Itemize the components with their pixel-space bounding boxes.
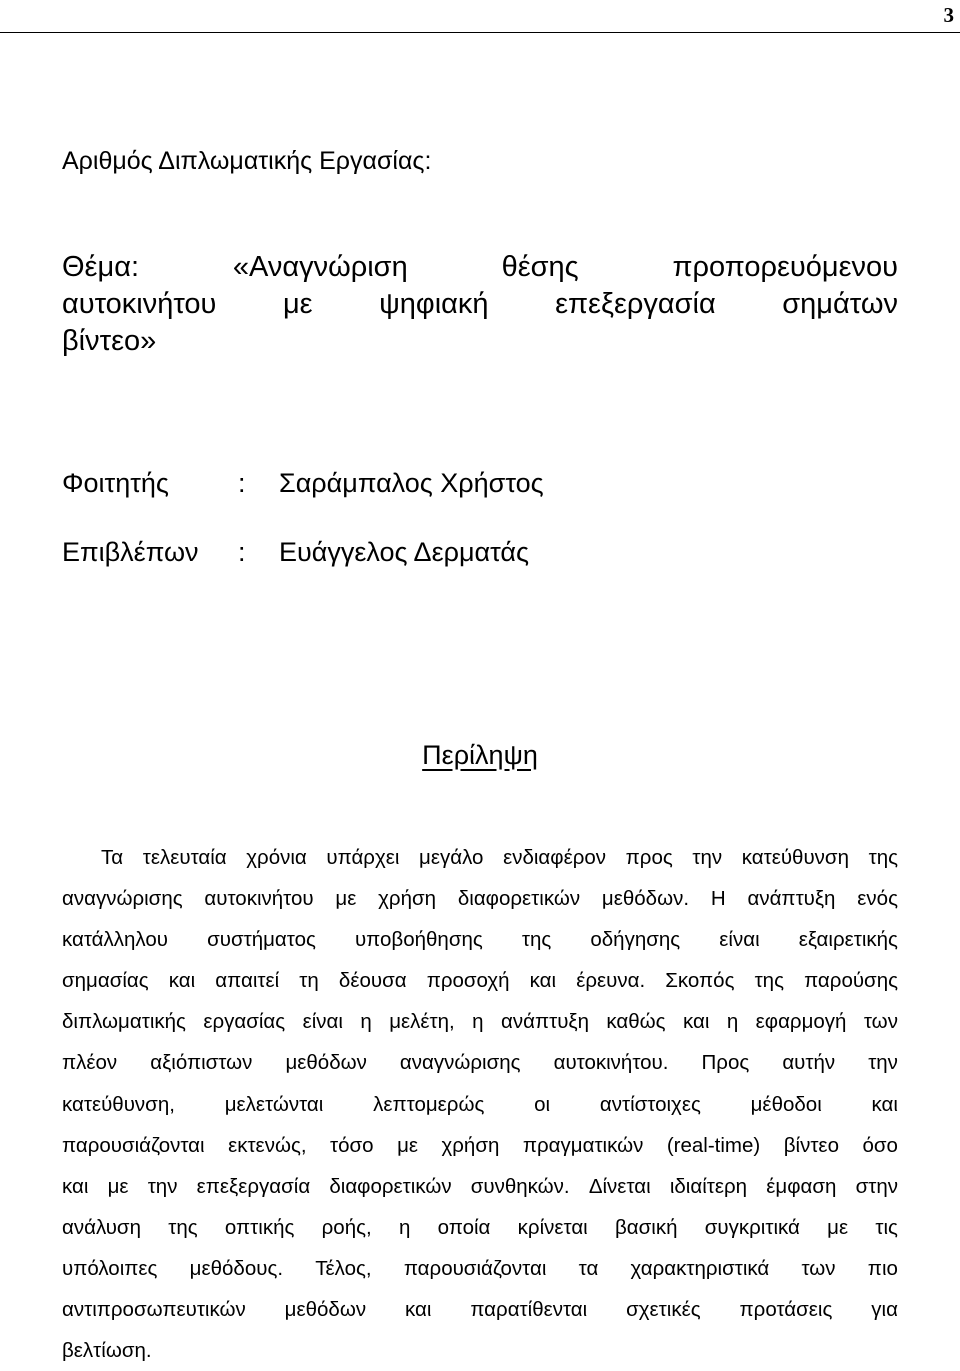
abstract-word: ροής,: [321, 1215, 372, 1239]
abstract-word: σχετικές: [626, 1298, 701, 1322]
abstract-word: μεθόδων.: [601, 887, 690, 911]
abstract-word: οι: [534, 1092, 551, 1116]
topic-word: βίντεο»: [62, 325, 157, 357]
topic-line: [62, 323, 898, 360]
abstract-word: την: [692, 846, 723, 869]
abstract-line: [62, 1001, 898, 1042]
abstract-word: κρίνεται: [517, 1215, 588, 1239]
abstract-word: τις: [875, 1215, 898, 1239]
abstract-title: Περίληψη: [422, 740, 538, 770]
abstract-word: αντίστοιχες: [599, 1092, 701, 1116]
abstract-word: αυτήν: [782, 1051, 836, 1075]
abstract-line: [62, 1084, 898, 1125]
abstract-word: προς: [625, 846, 673, 869]
abstract-word: αναγνώρισης: [62, 887, 183, 911]
abstract-word: όσο: [862, 1133, 898, 1157]
abstract-word: μελέτη,: [389, 1010, 455, 1034]
thesis-topic: [62, 249, 898, 360]
abstract-word: δέουσα: [338, 969, 407, 993]
abstract-word: της: [754, 969, 784, 993]
abstract-word: και: [682, 1010, 710, 1034]
abstract-word: μεθόδων: [285, 1051, 367, 1075]
abstract-line: [62, 1248, 898, 1289]
abstract-word: ανάπτυξη: [501, 1010, 589, 1034]
abstract-word: προσοχή: [426, 969, 510, 993]
topic-word: ψηφιακή: [379, 288, 489, 320]
abstract-word: η: [472, 1010, 484, 1034]
abstract-word: κατάλληλου: [62, 928, 168, 952]
topic-word: θέσης: [501, 251, 579, 283]
abstract-word: με: [827, 1215, 849, 1239]
abstract-line: [62, 1042, 898, 1083]
abstract-word: των: [863, 1010, 898, 1034]
topic-word: Θέμα:: [62, 251, 140, 283]
topic-line: [62, 286, 898, 323]
abstract-word: τόσο: [330, 1133, 374, 1157]
topic-word: σημάτων: [782, 288, 898, 320]
abstract-word: και: [871, 1092, 898, 1116]
abstract-word: με: [107, 1174, 129, 1198]
abstract-word: Προς: [701, 1051, 750, 1075]
supervisor-name: Ευάγγελος Δερματάς: [279, 537, 530, 567]
abstract-line: [62, 1289, 898, 1330]
abstract-word: μεθόδων: [284, 1298, 367, 1322]
abstract-word: υπάρχει: [326, 846, 400, 869]
abstract-word: αυτοκινήτου.: [553, 1051, 669, 1075]
abstract-word: υποβοήθησης: [354, 928, 483, 952]
abstract-word: παρουσιάζονται: [62, 1133, 205, 1157]
abstract-word: οδήγησης: [590, 928, 681, 952]
topic-word: αυτοκινήτου: [62, 288, 217, 320]
abstract-word: μεθόδους.: [189, 1256, 284, 1280]
abstract-word: στην: [855, 1174, 898, 1198]
abstract-word: τελευταία: [142, 846, 227, 869]
abstract-word: της: [868, 846, 898, 869]
abstract-word: έρευνα.: [576, 969, 646, 993]
abstract-line: [62, 1125, 898, 1166]
abstract-word: είναι: [719, 928, 760, 952]
abstract-word: συνθηκών.: [470, 1174, 570, 1198]
abstract-word: έμφαση: [766, 1174, 837, 1198]
abstract-word: καθώς: [606, 1010, 666, 1034]
abstract-word: της: [521, 928, 552, 952]
abstract-line: [62, 960, 898, 1001]
abstract-word: συγκριτικά: [704, 1215, 800, 1239]
abstract-word: και: [168, 969, 196, 993]
page-number: 3: [943, 3, 954, 27]
abstract-line: [62, 1207, 898, 1248]
abstract-word: αντιπροσωπευτικών: [62, 1298, 246, 1322]
abstract-word: οπτικής: [224, 1215, 295, 1239]
abstract-word: κατεύθυνση: [741, 846, 849, 869]
abstract-word: εφαρμογή: [755, 1010, 847, 1034]
topic-line: [62, 249, 898, 286]
abstract-line: [62, 878, 898, 919]
abstract-word: σημασίας: [62, 969, 149, 993]
abstract-word: διαφορετικών: [457, 887, 581, 911]
abstract-word: μελετώνται: [224, 1092, 324, 1116]
abstract-word: την: [868, 1051, 898, 1075]
abstract-word: πιο: [867, 1256, 898, 1280]
abstract-word: αυτοκινήτου: [204, 887, 314, 911]
abstract-word: Δίνεται: [588, 1174, 651, 1198]
abstract-word: ενδιαφέρον: [503, 846, 607, 869]
abstract-word: βελτίωση.: [62, 1339, 152, 1363]
abstract-word: παρουσιάζονται: [403, 1256, 547, 1280]
abstract-word: εκτενώς,: [228, 1133, 307, 1157]
abstract-word: Η: [710, 887, 726, 911]
thesis-number-label: Αριθμός Διπλωματικής Εργασίας:: [62, 147, 432, 175]
abstract-word: βίντεο: [783, 1133, 839, 1157]
header-rule: [0, 32, 960, 33]
abstract-word: τα: [578, 1256, 599, 1280]
abstract-word: διπλωματικής: [62, 1010, 186, 1034]
abstract-word: και: [405, 1298, 432, 1322]
abstract-word: βασική: [615, 1215, 678, 1239]
abstract-word: ανάπτυξη: [747, 887, 836, 911]
abstract-word: για: [871, 1298, 898, 1322]
topic-word: προπορευόμενου: [672, 251, 898, 283]
abstract-line: [62, 919, 898, 960]
abstract-word: η: [360, 1010, 372, 1034]
abstract-word: με: [335, 887, 357, 911]
abstract-word: πλέον: [62, 1051, 118, 1075]
abstract-word: Τα: [101, 846, 124, 869]
abstract-body: [62, 837, 898, 1371]
abstract-word: ενός: [857, 887, 898, 911]
abstract-line: [62, 1166, 898, 1207]
abstract-word: Τέλος,: [315, 1256, 372, 1280]
abstract-word: ανάλυση: [62, 1215, 141, 1239]
abstract-word: συστήματος: [207, 928, 316, 952]
abstract-word: χρόνια: [246, 846, 307, 869]
topic-word: «Αναγνώριση: [232, 251, 408, 283]
abstract-word: πραγματικών: [522, 1133, 644, 1157]
abstract-word: επεξεργασία: [196, 1174, 311, 1198]
abstract-word: την: [147, 1174, 178, 1198]
abstract-word: εξαιρετικής: [798, 928, 898, 952]
abstract-word: υπόλοιπες: [62, 1256, 158, 1280]
abstract-word: η: [726, 1010, 739, 1034]
topic-word: επεξεργασία: [555, 288, 716, 320]
student-name: Σαράμπαλος Χρήστος: [279, 468, 544, 498]
abstract-word: εργασίας: [203, 1010, 286, 1034]
abstract-word: ιδιαίτερη: [669, 1174, 748, 1198]
abstract-word: των: [801, 1256, 836, 1280]
supervisor-colon: :: [238, 537, 246, 567]
abstract-word: τη: [299, 969, 319, 993]
abstract-word: (real-time): [666, 1133, 761, 1157]
abstract-word: μέθοδοι: [750, 1092, 822, 1116]
student-label: Φοιτητής: [62, 468, 169, 498]
abstract-line: [62, 1330, 898, 1371]
abstract-line: [62, 837, 898, 878]
abstract-word: Σκοπός: [665, 969, 735, 993]
abstract-word: και: [62, 1174, 89, 1198]
abstract-word: προτάσεις: [739, 1298, 833, 1322]
abstract-word: αξιόπιστων: [150, 1051, 253, 1075]
abstract-word: λεπτομερώς: [373, 1092, 485, 1116]
abstract-word: χρήση: [378, 887, 437, 911]
abstract-word: της: [168, 1215, 198, 1239]
abstract-word: κατεύθυνση,: [62, 1092, 175, 1116]
abstract-word: παρούσης: [804, 969, 898, 993]
topic-word: με: [282, 288, 313, 320]
abstract-word: διαφορετικών: [329, 1174, 452, 1198]
abstract-word: απαιτεί: [215, 969, 280, 993]
abstract-word: οποία: [437, 1215, 491, 1239]
supervisor-label: Επιβλέπων: [62, 537, 199, 567]
abstract-word: με: [397, 1133, 419, 1157]
abstract-word: η: [398, 1215, 411, 1239]
abstract-word: και: [529, 969, 557, 993]
abstract-word: είναι: [302, 1010, 343, 1034]
abstract-word: μεγάλο: [419, 846, 484, 869]
abstract-word: παρατίθενται: [470, 1298, 588, 1322]
abstract-word: χρήση: [441, 1133, 500, 1157]
abstract-word: αναγνώρισης: [399, 1051, 521, 1075]
abstract-word: χαρακτηριστικά: [630, 1256, 770, 1280]
student-colon: :: [238, 468, 246, 498]
